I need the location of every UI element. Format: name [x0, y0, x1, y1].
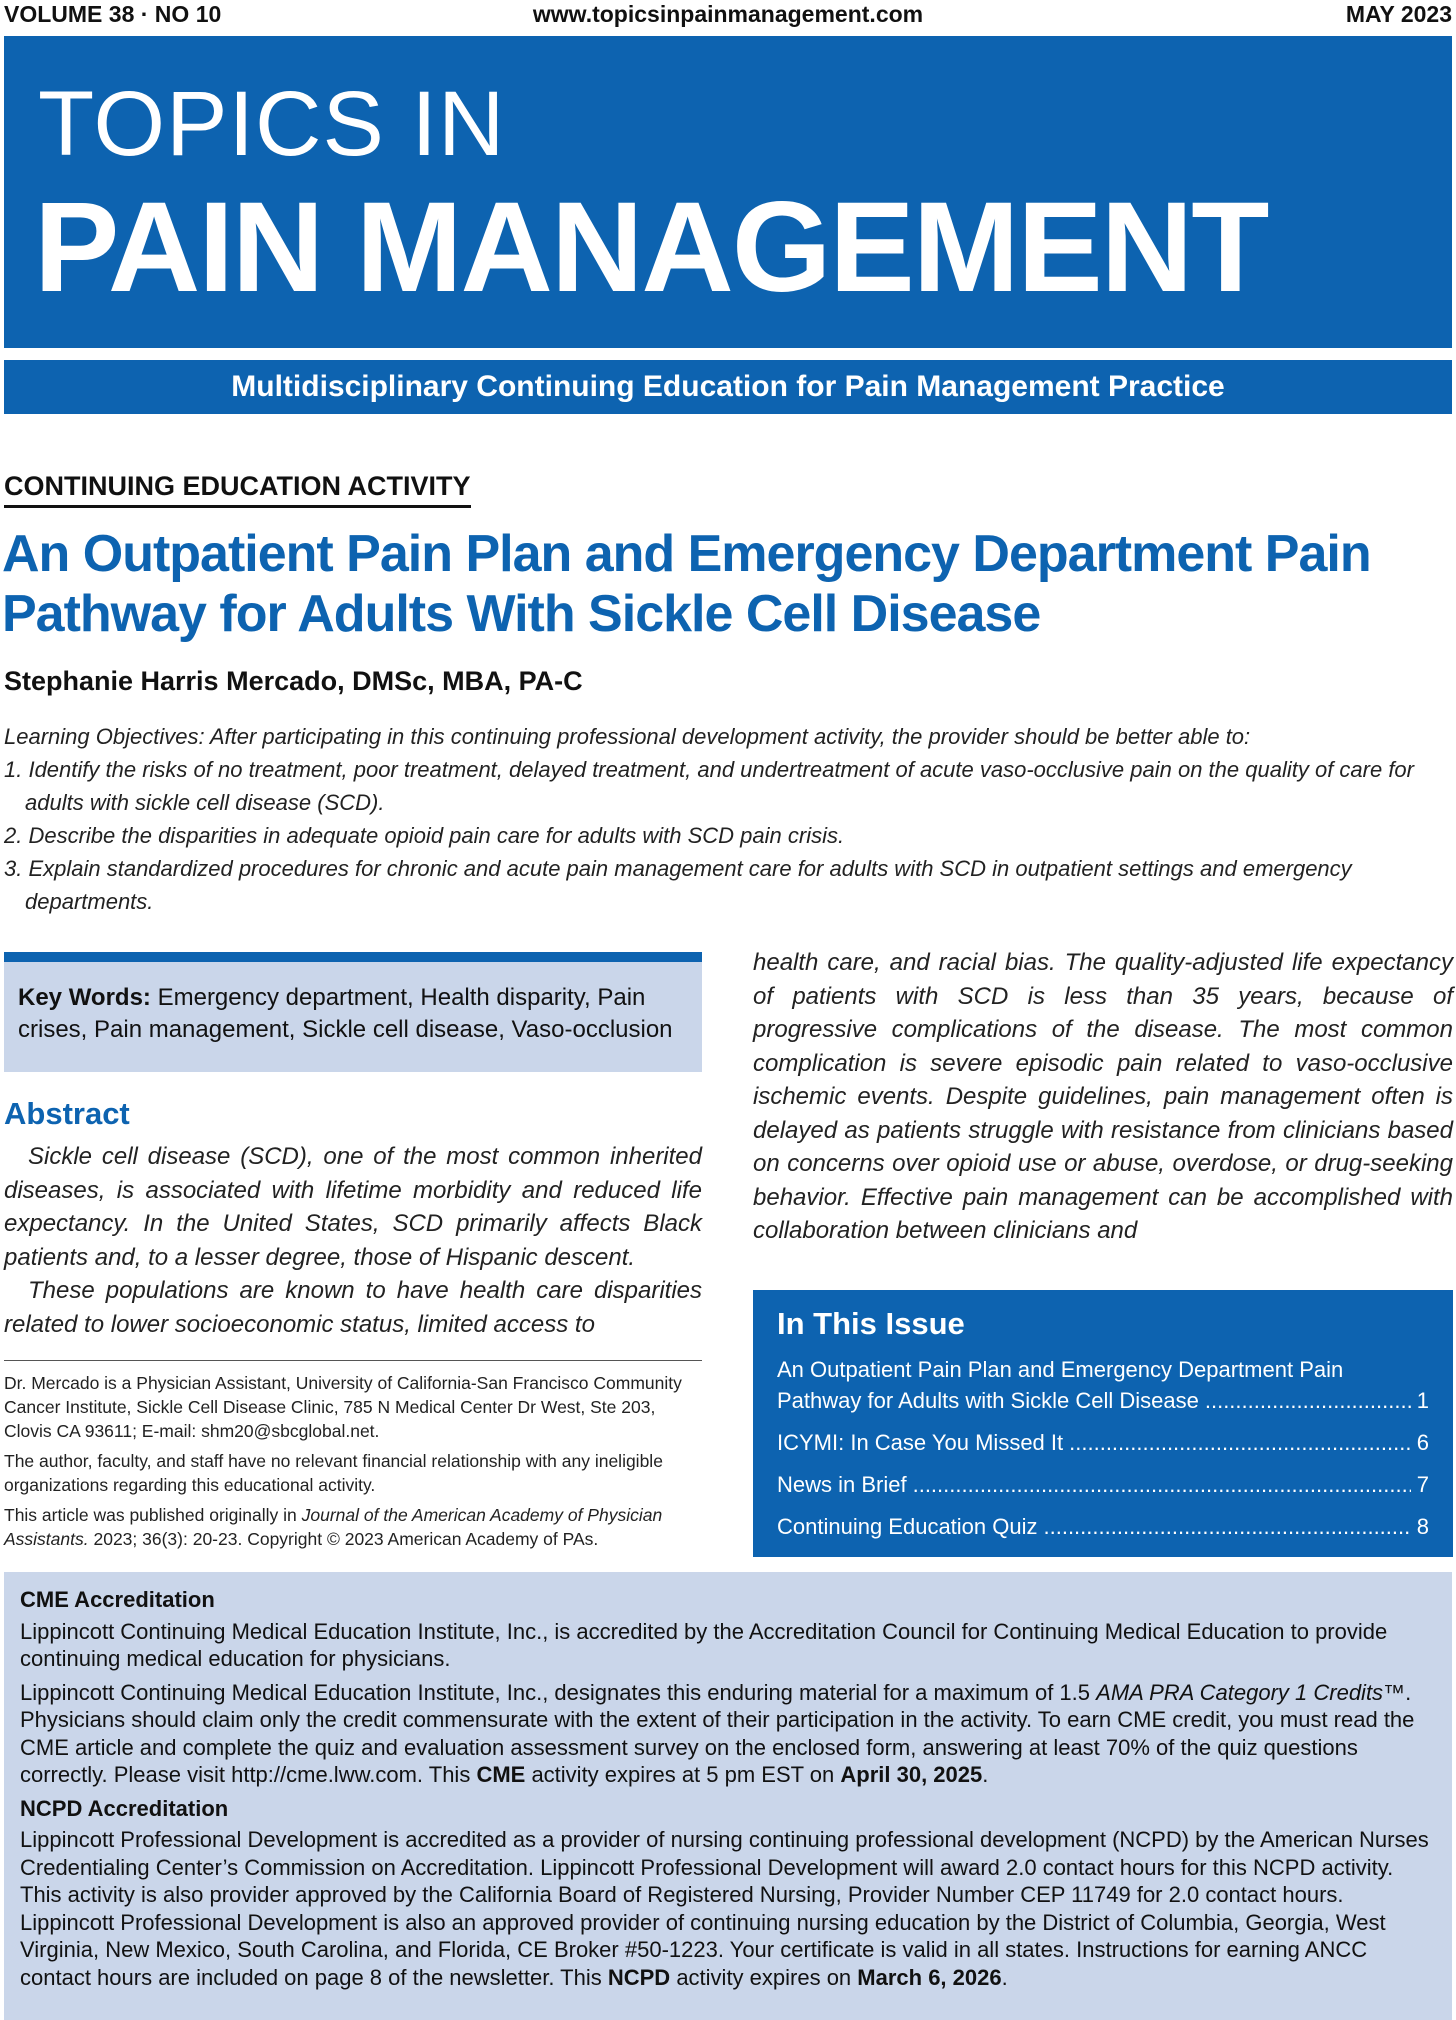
keywords-label: Key Words: [18, 984, 151, 1011]
toc-leader-dots [1044, 1511, 1411, 1542]
body-column-2: health care, and racial bias. The quality-adjusted life expectancy of patients with SCD is less than 35 years, because of progressive complications of the disease. The most common complication is severe episodic pain related to vaso-occlusive ischemic events. Despite guidelines, pain management often is delayed as patients struggle with resistance from clinicians based on concerns over opioid use or abuse, overdose, or drug-seeking behavior. Effective pain management can be accomplished with collaboration between clinicians and [753, 949, 1453, 1244]
learning-objectives [4, 720, 1452, 918]
footnote-disclosure: The author, faculty, and staff have no relevant financial relationship with any ineligible organizations regarding this educational activity. [4, 1451, 663, 1495]
toc-item-label: ICYMI: In Case You Missed It [777, 1430, 1064, 1455]
cme-text: . [982, 1762, 989, 1787]
objective-item: 1. Identify the risks of no treatment, poor treatment, delayed treatment, and undertreatment of acute vaso-occlusive pain on the quality of care for adults with sickle cell disease (SCD). [4, 757, 1414, 815]
ncpd-text: Lippincott Professional Development is accredited as a provider of nursing continuing professional development (NCPD) by the American Nurses Credentialing Center’s Commission on Accreditation. Lippincott Professional Development will award 2.0 contact hours for this NCPD activity. This activity is also provider approved by the California Board of Registered Nursing, Provider Number CEP 11749 for 2.0 contact hours. Lippincott Professional Development is also an approved provider of continuing nursing education by the District of Columbia, Georgia, West Virginia, New Mexico, South Carolina, and Florida, CE Broker #50-1223. Your certificate is valid in all states. Instructions for earning ANCC contact hours are included on page 8 of the newsletter. This [20, 1827, 1429, 1990]
toc-leader-dots [1205, 1385, 1411, 1416]
toc-page-number: 6 [1416, 1430, 1429, 1455]
tagline-banner: Multidisciplinary Continuing Education for Pain Management Practice [4, 360, 1452, 414]
cme-bold: CME [476, 1762, 526, 1787]
abstract-paragraph: Sickle cell disease (SCD), one of the most common inherited diseases, is associated with lifetime morbidity and reduced life expectancy. In the United States, SCD primarily affects Black patients and, to a lesser degree, those of Hispanic descent. [4, 1143, 702, 1271]
cme-text: activity expires at 5 pm EST on [525, 1762, 841, 1787]
issue-date: MAY 2023 [1345, 1, 1452, 27]
footnote-source-text: This article was published originally in [4, 1505, 302, 1525]
keywords-box [4, 952, 702, 1072]
toc-page-number: 1 [1416, 1388, 1429, 1413]
toc-leader-dots [1069, 1427, 1411, 1458]
toc-page-number: 8 [1416, 1514, 1429, 1539]
masthead [4, 36, 1452, 348]
footnote-source [4, 1503, 702, 1551]
ncpd-paragraph [20, 1826, 1436, 1991]
toc-item[interactable] [777, 1354, 1429, 1416]
section-label: CONTINUING EDUCATION ACTIVITY [4, 470, 471, 508]
ncpd-heading: NCPD Accreditation [20, 1795, 229, 1821]
cme-expiry-date: April 30, 2025 [840, 1762, 983, 1787]
toc-item-label-line-1: An Outpatient Pain Plan and Emergency Department Pain [777, 1357, 1344, 1382]
cme-text: . Physicians should claim only the credit commensurate with the extent of their participation in the activity. To earn CME credit, you must read the CME article and complete the quiz and evaluation assessment survey on the enclosed form, answering at least 70% of the quiz questions correctly. Please visit http://cme.lww.com. This [20, 1679, 1415, 1787]
cme-text: Lippincott Continuing Medical Education Institute, Inc., designates this enduring material for a maximum of 1.5 [20, 1679, 1097, 1705]
masthead-line-2: PAIN MANAGEMENT [34, 176, 1268, 319]
author-byline: Stephanie Harris Mercado, DMSc, MBA, PA-C [4, 666, 583, 696]
in-this-issue-box [753, 1290, 1453, 1557]
volume-number: VOLUME 38 · NO 10 [4, 1, 222, 27]
cme-paragraph: Lippincott Continuing Medical Education Institute, Inc., is accredited by the Accreditation Council for Continuing Medical Education to provide continuing medical education for physicians. [20, 1618, 1388, 1671]
ncpd-expiry-date: March 6, 2026 [857, 1964, 1002, 1990]
journal-name: Journal of the American Academy of Physician Assistants. [4, 1505, 663, 1549]
toc-item-label: Pathway for Adults with Sickle Cell Disease [777, 1388, 1199, 1413]
toc-leader-dots [913, 1469, 1411, 1500]
footnote-source-text: 2023; 36(3): 20-23. Copyright © 2023 American Academy of PAs. [88, 1529, 599, 1549]
abstract-heading: Abstract [4, 1096, 130, 1131]
credits-name: AMA PRA Category 1 Credits™ [1096, 1679, 1406, 1705]
masthead-line-1: TOPICS IN [38, 73, 506, 175]
toc-item-label: Continuing Education Quiz [777, 1514, 1038, 1539]
footnote-affiliation: Dr. Mercado is a Physician Assistant, University of California-San Francisco Community Cancer Institute, Sickle Cell Disease Clinic, 785 N Medical Center Dr West, Ste 203, Clovis CA 93611; E-mail: shm20@sbcglobal.net. [4, 1373, 682, 1441]
accreditation-box [4, 1572, 1452, 2020]
objective-item: 2. Describe the disparities in adequate opioid pain care for adults with SCD pain crisis. [4, 823, 845, 848]
website-link[interactable]: www.topicsinpainmanagement.com [532, 1, 924, 27]
toc-item[interactable] [777, 1427, 1429, 1458]
objective-item: 3. Explain standardized procedures for chronic and acute pain management care for adults with SCD in outpatient settings and emergency departments. [4, 856, 1352, 914]
article-title-line-2: Pathway for Adults With Sickle Cell Disease [2, 585, 1041, 643]
keywords-text: Emergency department, Health disparity, Pain crises, Pain management, Sickle cell disease, Vaso-occlusion [18, 984, 673, 1043]
toc-item-label: News in Brief [777, 1472, 907, 1497]
in-this-issue-heading: In This Issue [777, 1306, 965, 1341]
abstract-body [4, 1140, 702, 1341]
abstract-paragraph: These populations are known to have health care disparities related to lower socioeconomic status, limited access to [4, 1277, 702, 1338]
ncpd-text: activity expires on [670, 1964, 858, 1990]
ncpd-bold: NCPD [607, 1964, 671, 1990]
article-title-line-1: An Outpatient Pain Plan and Emergency Department Pain [2, 525, 1371, 583]
top-info-bar [4, 0, 1452, 30]
objectives-intro: Learning Objectives: After participating in this continuing professional development activity, the provider should be better able to: [4, 724, 1251, 749]
toc-item[interactable] [777, 1469, 1429, 1500]
cme-heading: CME Accreditation [20, 1587, 215, 1612]
toc-item[interactable] [777, 1511, 1429, 1542]
author-footnote [4, 1360, 702, 1557]
ncpd-text: . [1001, 1964, 1008, 1990]
article-title [2, 524, 1442, 644]
toc-page-number: 7 [1416, 1472, 1429, 1497]
cme-paragraph [20, 1679, 1436, 1789]
